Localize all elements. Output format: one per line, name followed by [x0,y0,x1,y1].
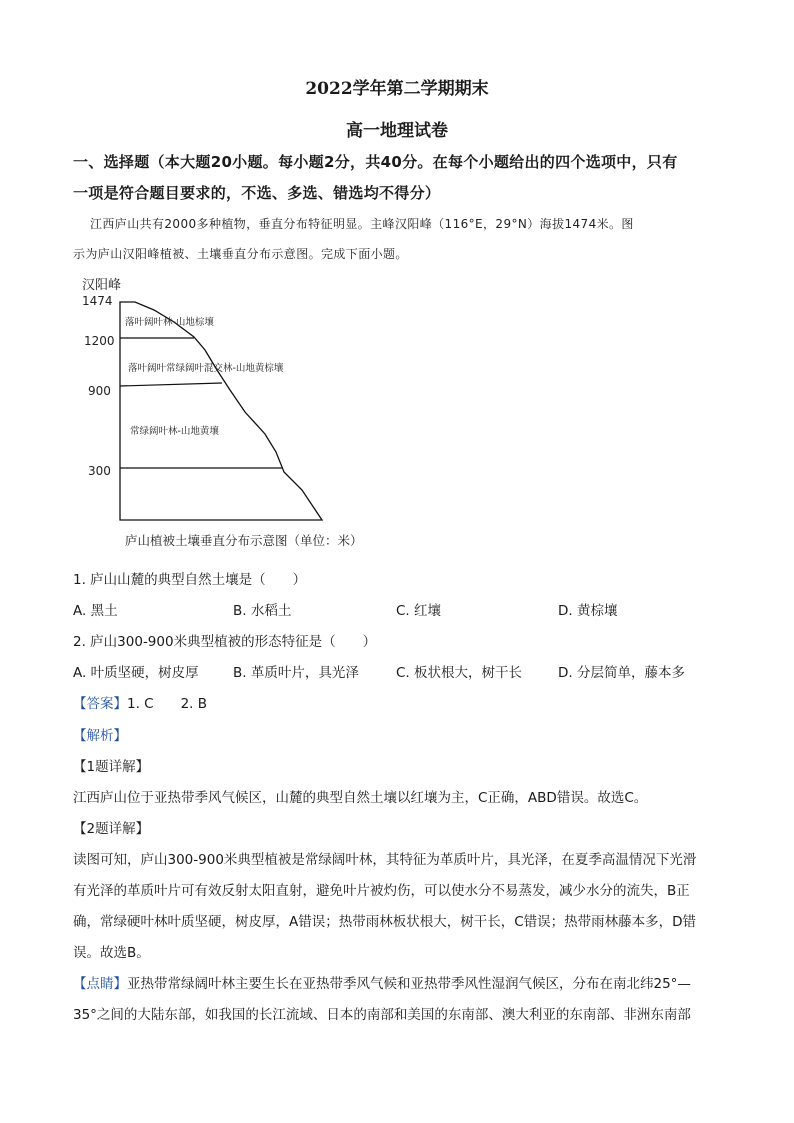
answer-line [73,692,207,712]
tip-line2: 35°之间的大陆东部，如我国的长江流域、日本的南部和美国的东南部、澳大利亚的东南部、非洲东南部 [73,1007,691,1023]
intro-line1: 江西庐山共有2000多种植物，垂直分布特征明显。主峰汉阳峰（116°E，29°N）海拔1474米。图 [90,217,634,231]
page-title: 2022学年第二学期期末 [305,79,489,99]
q1-option-b: B. 水稻土 [233,603,292,619]
q1-option-a: A. 黑土 [73,603,118,619]
tip-tag: 【点睛】 [73,976,127,992]
question-1-stem: 1. 庐山山麓的典型自然土壤是（ ） [73,572,307,588]
tick-1474: 1474 [82,294,113,308]
mountain-profile [120,302,322,520]
section-heading-line1: 一、选择题（本大题20小题。每小题2分，共40分。在每个小题给出的四个选项中，只有 [73,153,678,171]
tick-1200: 1200 [84,334,115,348]
tip-line1 [73,972,691,992]
detail-2-tag: 【2题详解】 [73,821,150,837]
q2-option-c: C. 板状根大，树干长 [396,665,523,681]
page-subtitle: 高一地理试卷 [346,121,448,141]
section-heading-line2: 一项是符合题目要求的，不选、多选、错选均不得分） [73,184,441,202]
detail-2-line3: 确，常绿硬叶林叶质坚硬，树皮厚，A错误；热带雨林板状根大，树干长，C错误；热带雨林藤本多，D错 [73,914,697,930]
detail-1-text: 江西庐山位于亚热带季风气候区，山麓的典型自然土壤以红壤为主，C正确，ABD错误。故选C。 [73,790,648,806]
zone-label-middle: 落叶阔叶常绿阔叶混交林-山地黄棕壤 [128,363,284,374]
boundary-900 [120,383,222,386]
q1-option-d: D. 黄棕壤 [558,603,618,619]
answer-text: 1. C 2. B [127,696,208,712]
q2-option-d: D. 分层简单，藤本多 [558,665,685,681]
figure-caption: 庐山植被土壤垂直分布示意图（单位：米） [125,533,363,548]
detail-2-line4: 误。故选B。 [73,945,150,961]
intro-line2: 示为庐山汉阳峰植被、土壤垂直分布示意图。完成下面小题。 [73,247,408,261]
zone-label-bottom: 常绿阔叶林-山地黄壤 [130,426,219,437]
tick-300: 300 [88,464,111,478]
detail-2-line1: 读图可知，庐山300-900米典型植被是常绿阔叶林，其特征为革质叶片，具光泽，在夏季高温情况下光滑 [73,852,697,868]
question-2-stem: 2. 庐山300-900米典型植被的形态特征是（ ） [73,634,377,650]
vertical-zonation-figure [70,272,400,557]
q2-option-a: A. 叶质坚硬，树皮厚 [73,665,199,681]
tick-900: 900 [88,384,111,398]
q2-option-b: B. 革质叶片，具光泽 [233,665,359,681]
answer-tag: 【答案】 [73,696,127,712]
peak-label: 汉阳峰 [82,278,122,293]
zone-label-top: 落叶阔叶林-山地棕壤 [125,317,214,328]
q1-option-c: C. 红壤 [396,603,442,619]
detail-2-line2: 有光泽的革质叶片可有效反射太阳直射，避免叶片被灼伤，可以使水分不易蒸发，减少水分的流失，B正 [73,883,690,899]
analysis-tag: 【解析】 [73,728,127,744]
detail-1-tag: 【1题详解】 [73,759,150,775]
tip-text-1: 亚热带常绿阔叶林主要生长在亚热带季风气候和亚热带季风性湿润气候区，分布在南北纬25°— [127,976,691,992]
